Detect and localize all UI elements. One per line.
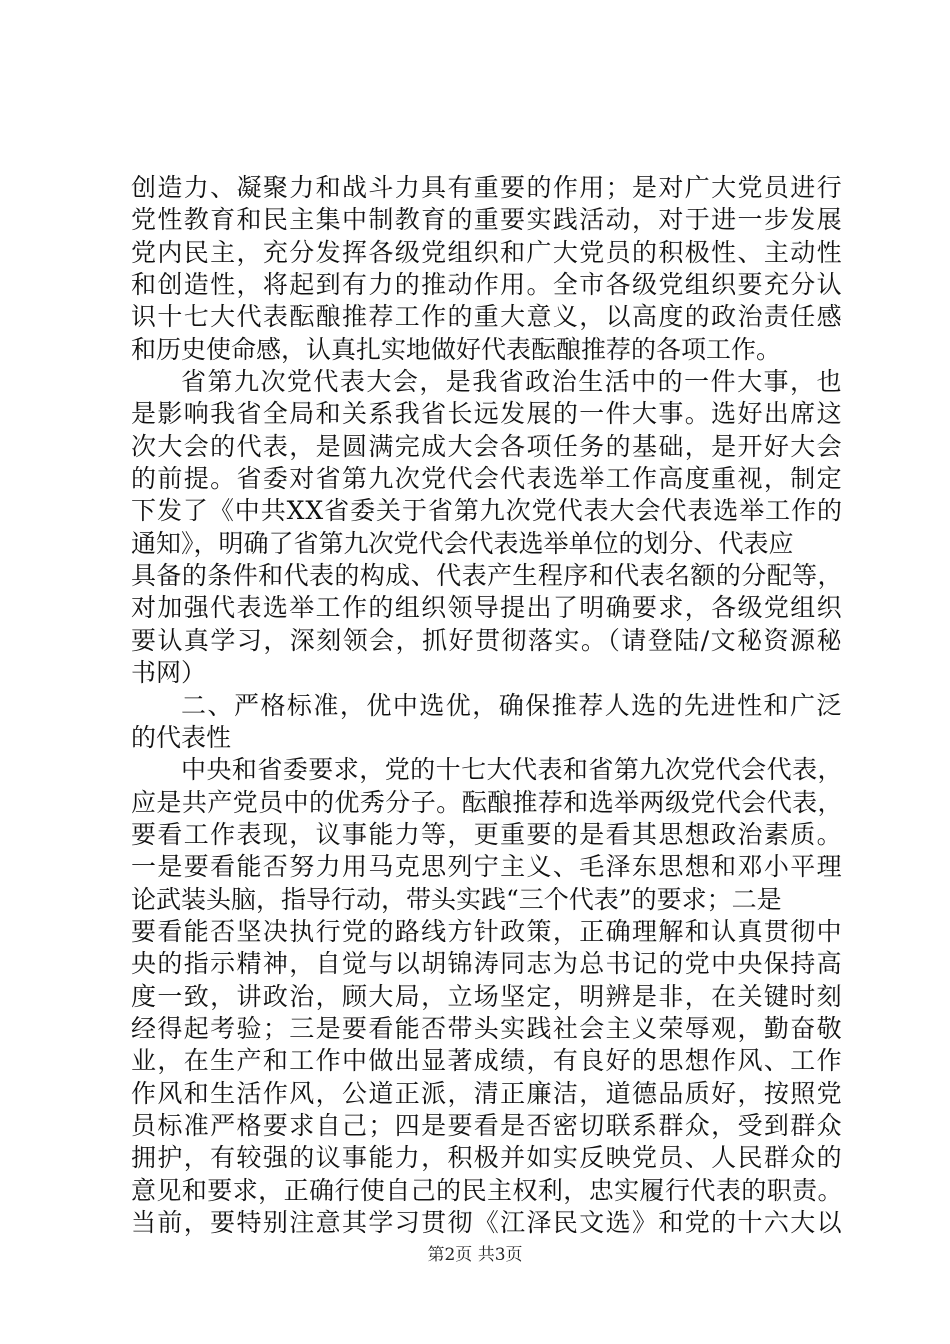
text-line: 通知》，明确了省第九次党代会代表选举单位的划分、代表应 <box>131 528 794 558</box>
text-line: 省第九次党代表大会，是我省政治生活中的一件大事，也 <box>181 367 843 397</box>
text-line: 中央和省委要求，党的十七大代表和省第九次党代会代表， <box>181 755 843 785</box>
text-line: 识十七大代表酝酿推荐工作的重大意义，以高度的政治责任感 <box>131 302 843 332</box>
text-line: 作风和生活作风，公道正派，清正廉洁，道德品质好，按照党 <box>131 1078 843 1108</box>
text-line: 和创造性，将起到有力的推动作用。全市各级党组织要充分认 <box>131 270 843 300</box>
text-line: 央的指示精神，自觉与以胡锦涛同志为总书记的党中央保持高 <box>131 949 843 979</box>
text-line: 党内民主，充分发挥各级党组织和广大党员的积极性、主动性 <box>131 237 843 267</box>
text-line: 经得起考验；三是要看能否带头实践社会主义荣辱观，勤奋敬 <box>131 1013 843 1043</box>
text-line: 业，在生产和工作中做出显著成绩，有良好的思想作风、工作 <box>131 1046 843 1076</box>
text-line: 一是要看能否努力用马克思列宁主义、毛泽东思想和邓小平理 <box>131 852 843 882</box>
text-line: 要看工作表现，议事能力等，更重要的是看其思想政治素质。 <box>131 819 843 849</box>
text-line: 的代表性 <box>131 722 232 752</box>
document-body <box>131 172 843 1239</box>
text-line: 拥护，有较强的议事能力，积极并如实反映党员、人民群众的 <box>131 1143 843 1173</box>
text-line: 度一致，讲政治，顾大局，立场坚定，明辨是非，在关键时刻 <box>131 981 843 1011</box>
text-line: 当前，要特别注意其学习贯彻《江泽民文选》和党的十六大以 <box>131 1208 843 1237</box>
text-line: 创造力、凝聚力和战斗力具有重要的作用；是对广大党员进行 <box>131 173 843 202</box>
text-line: 下发了《中共XX省委关于省第九次党代表大会代表选举工作的 <box>131 496 843 526</box>
text-line: 意见和要求，正确行使自己的民主权利，忠实履行代表的职责。 <box>131 1175 843 1205</box>
text-line: 的前提。省委对省第九次党代会代表选举工作高度重视，制定 <box>131 464 843 494</box>
text-line: 要认真学习，深刻领会，抓好贯彻落实。（请登陆/文秘资源秘 <box>131 625 843 655</box>
text-line: 党性教育和民主集中制教育的重要实践活动，对于进一步发展 <box>131 205 843 235</box>
text-line: 论武装头脑，指导行动，带头实践“三个代表”的要求；二是 <box>131 884 782 914</box>
page-footer: 第2页 共3页 <box>427 1245 523 1265</box>
text-line: 要看能否坚决执行党的路线方针政策，正确理解和认真贯彻中 <box>131 916 843 946</box>
text-line: 具备的条件和代表的构成、代表产生程序和代表名额的分配等， <box>131 561 843 591</box>
text-line: 对加强代表选举工作的组织领导提出了明确要求，各级党组织 <box>131 593 843 623</box>
text-line: 二、严格标准，优中选优，确保推荐人选的先进性和广泛 <box>181 690 843 720</box>
text-line: 应是共产党员中的优秀分子。酝酿推荐和选举两级党代会代表， <box>131 787 843 817</box>
text-line: 是影响我省全局和关系我省长远发展的一件大事。选好出席这 <box>131 399 843 429</box>
text-line: 和历史使命感，认真扎实地做好代表酝酿推荐的各项工作。 <box>131 334 782 364</box>
text-line: 员标准严格要求自己；四是要看是否密切联系群众，受到群众 <box>131 1110 843 1140</box>
text-line: 书网） <box>131 658 207 688</box>
text-line: 次大会的代表，是圆满完成大会各项任务的基础，是开好大会 <box>131 431 843 461</box>
